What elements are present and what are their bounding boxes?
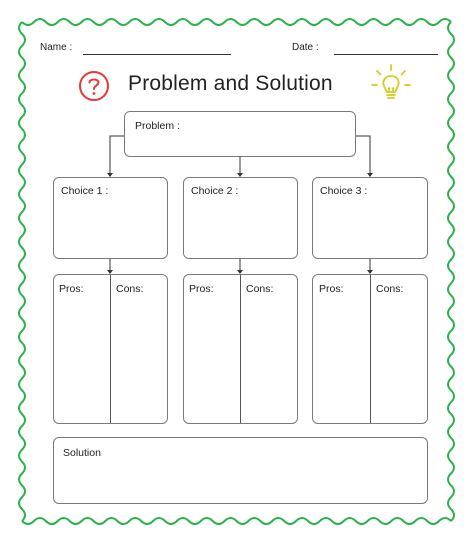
page-title: Problem and Solution — [128, 72, 333, 95]
cons-3-label: Cons: — [376, 283, 404, 295]
solution-box[interactable] — [53, 437, 428, 504]
pros-2-label: Pros: — [189, 283, 214, 295]
cons-2-label: Cons: — [246, 283, 274, 295]
pros-3-label: Pros: — [319, 283, 344, 295]
choice-3-label: Choice 3 : — [320, 185, 368, 197]
name-label: Name : — [40, 42, 73, 53]
pros-cons-3-divider — [370, 275, 371, 423]
solution-label: Solution — [63, 447, 101, 459]
choice-1-box[interactable] — [53, 177, 168, 259]
choice-2-label: Choice 2 : — [191, 185, 239, 197]
pros-cons-1-divider — [110, 275, 111, 423]
pros-cons-2-divider — [240, 275, 241, 423]
choice-1-label: Choice 1 : — [61, 185, 109, 197]
choice-2-box[interactable] — [183, 177, 298, 259]
date-label: Date : — [292, 42, 319, 53]
pros-cons-1-box[interactable] — [53, 274, 168, 424]
pros-cons-2-box[interactable] — [183, 274, 298, 424]
cons-1-label: Cons: — [116, 283, 144, 295]
pros-1-label: Pros: — [59, 283, 84, 295]
problem-label: Problem : — [135, 120, 180, 132]
choice-3-box[interactable] — [312, 177, 428, 259]
pros-cons-3-box[interactable] — [312, 274, 428, 424]
